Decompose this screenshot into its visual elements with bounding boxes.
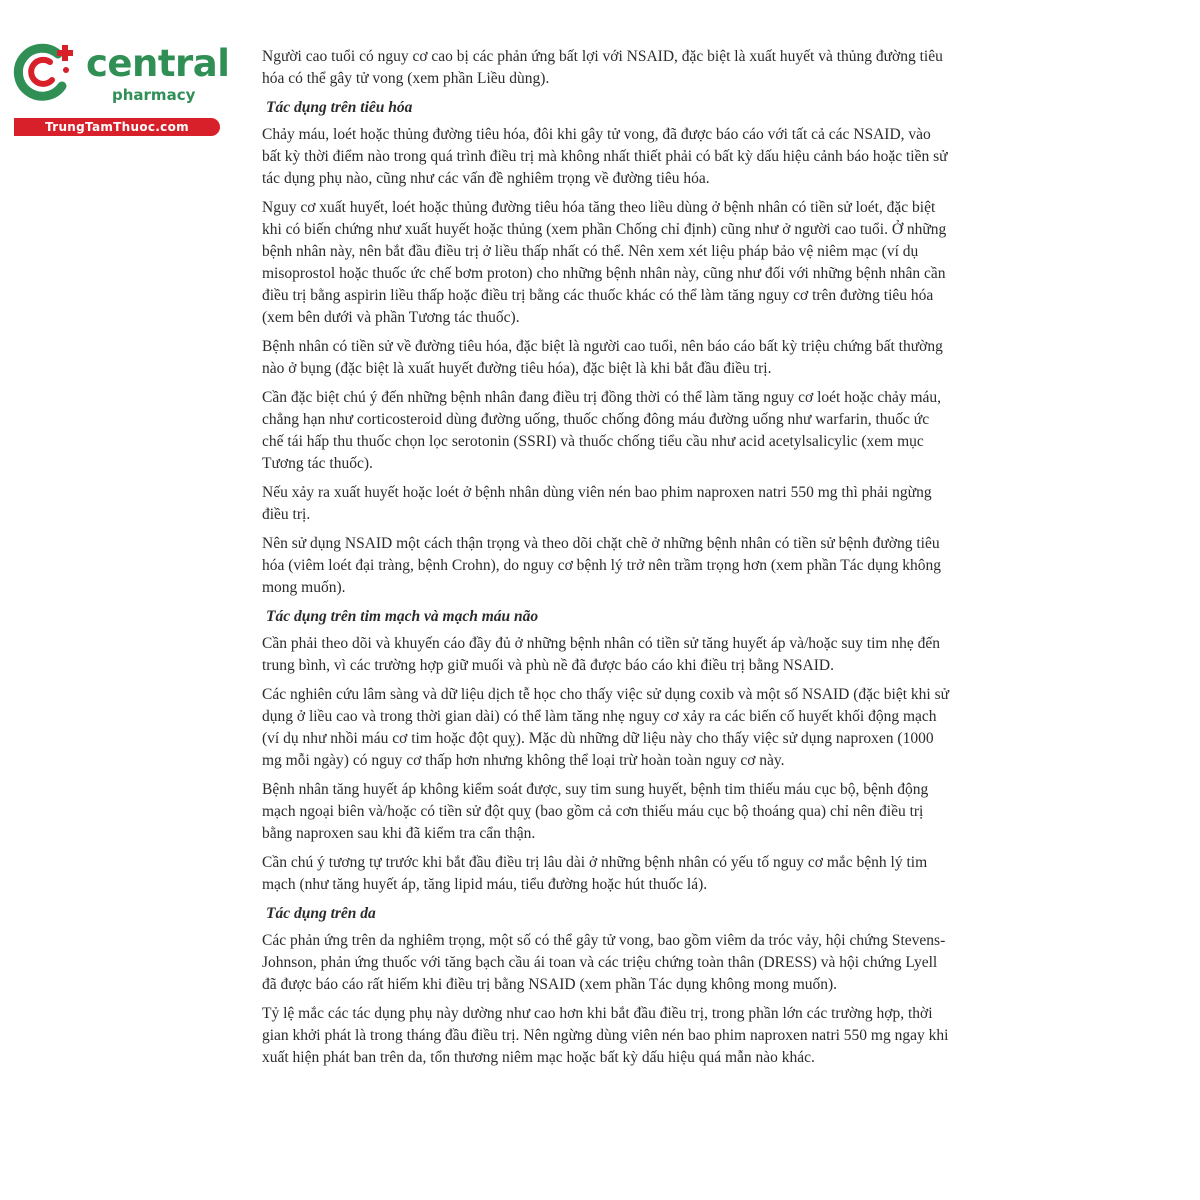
paragraph: Chảy máu, loét hoặc thủng đường tiêu hóa, đôi khi gây tử vong, đã được báo cáo với tất cả các NSAID, vào bất kỳ thời điểm nào trong quá trình điều trị mà không nhất thiết phải có bất kỳ dấu hiệu cảnh báo hoặc tiền sử tác dụng phụ nào, cũng như các vấn đề nghiêm trọng về đường tiêu hóa. [262, 126, 948, 187]
paragraph: Nếu xảy ra xuất huyết hoặc loét ở bệnh nhân dùng viên nén bao phim naproxen natri 550 mg thì phải ngừng điều trị. [262, 484, 932, 523]
paragraph: Cần chú ý tương tự trước khi bắt đầu điều trị lâu dài ở những bệnh nhân có yếu tố nguy cơ mắc bệnh lý tim mạch (như tăng huyết áp, tăng lipid máu, tiểu đường hoặc hút thuốc lá). [262, 854, 928, 893]
paragraph: Nguy cơ xuất huyết, loét hoặc thủng đường tiêu hóa tăng theo liều dùng ở bệnh nhân có tiền sử loét, đặc biệt khi có biến chứng như xuất huyết hoặc thủng (xem phần Chống chỉ định) cũng như ở người cao tuổi. Ở những bệnh nhân này, nên bắt đầu điều trị ở liều thấp nhất có thể. Nên xem xét liệu pháp bảo vệ niêm mạc (ví dụ misoprostol hoặc thuốc ức chế bơm proton) cho những bệnh nhân này, cũng như đối với những bệnh nhân cần điều trị bằng aspirin liều thấp hoặc điều trị bằng các thuốc khác có thể làm tăng nguy cơ trên đường tiêu hóa (xem bên dưới và phần Tương tác thuốc). [262, 199, 947, 326]
paragraph: Các nghiên cứu lâm sàng và dữ liệu dịch tễ học cho thấy việc sử dụng coxib và một số NSAID (đặc biệt khi sử dụng ở liều cao và trong thời gian dài) có thể làm tăng nhẹ nguy cơ xảy ra các biến cố huyết khối động mạch (ví dụ như nhồi máu cơ tim hoặc đột quỵ). Mặc dù những dữ liệu này cho thấy việc sử dụng naproxen (1000 mg mỗi ngày) có nguy cơ thấp hơn nhưng không thể loại trừ hoàn toàn nguy cơ này. [262, 686, 950, 769]
paragraph: Bệnh nhân tăng huyết áp không kiểm soát được, suy tim sung huyết, bệnh tim thiếu máu cục bộ, bệnh động mạch ngoại biên và/hoặc có tiền sử đột quỵ (bao gồm cả cơn thiếu máu cục bộ thoáng qua) chỉ nên điều trị bằng naproxen sau khi đã kiểm tra cẩn thận. [262, 781, 929, 842]
section-heading-cardiovascular: Tác dụng trên tim mạch và mạch máu não [266, 608, 539, 625]
section-heading-skin: Tác dụng trên da [266, 905, 376, 922]
paragraph: Tỷ lệ mắc các tác dụng phụ này dường như cao hơn khi bắt đầu điều trị, trong phần lớn các trường hợp, thời gian khởi phát là trong tháng đầu điều trị. Nên ngừng dùng viên nén bao phim naproxen natri 550 mg ngay khi xuất hiện phát ban trên da, tổn thương niêm mạc hoặc bất kỳ dấu hiệu quá mẫn nào khác. [262, 1005, 949, 1066]
logo-website-banner: TrungTamThuoc.com [14, 118, 220, 136]
central-pharmacy-logo-icon [10, 38, 78, 106]
paragraph: Các phản ứng trên da nghiêm trọng, một số có thể gây tử vong, bao gồm viêm da tróc vảy, hội chứng Stevens-Johnson, phản ứng thuốc với tăng bạch cầu ái toan và các triệu chứng toàn thân (DRESS) và hội chứng Lyell đã được báo cáo rất hiếm khi điều trị bằng NSAID (xem phần Tác dụng không mong muốn). [262, 932, 946, 993]
section-heading-digestive: Tác dụng trên tiêu hóa [266, 99, 413, 116]
document-body [262, 46, 952, 1076]
paragraph: Cần phải theo dõi và khuyến cáo đầy đủ ở những bệnh nhân có tiền sử tăng huyết áp và/hoặc suy tim nhẹ đến trung bình, vì các trường hợp giữ muối và phù nề đã được báo cáo khi điều trị bằng NSAID. [262, 635, 940, 674]
central-pharmacy-logo [10, 38, 230, 138]
logo-subtitle: pharmacy [112, 86, 196, 104]
paragraph: Cần đặc biệt chú ý đến những bệnh nhân đang điều trị đồng thời có thể làm tăng nguy cơ loét hoặc chảy máu, chẳng hạn như corticosteroid dùng đường uống, thuốc chống đông máu đường uống như warfarin, thuốc ức chế tái hấp thu thuốc chọn lọc serotonin (SSRI) và thuốc chống tiểu cầu như acid acetylsalicylic (xem mục Tương tác thuốc). [262, 389, 942, 472]
logo-brand-name: central [86, 42, 230, 85]
intro-paragraph: Người cao tuổi có nguy cơ cao bị các phản ứng bất lợi với NSAID, đặc biệt là xuất huyết và thủng đường tiêu hóa có thể gây tử vong (xem phần Liều dùng). [262, 48, 943, 87]
paragraph: Bệnh nhân có tiền sử về đường tiêu hóa, đặc biệt là người cao tuổi, nên báo cáo bất kỳ triệu chứng bất thường nào ở bụng (đặc biệt là xuất huyết đường tiêu hóa), đặc biệt là khi bắt đầu điều trị. [262, 338, 943, 377]
paragraph: Nên sử dụng NSAID một cách thận trọng và theo dõi chặt chẽ ở những bệnh nhân có tiền sử bệnh đường tiêu hóa (viêm loét đại tràng, bệnh Crohn), do nguy cơ bệnh lý trở nên trầm trọng hơn (xem phần Tác dụng không mong muốn). [262, 535, 942, 596]
